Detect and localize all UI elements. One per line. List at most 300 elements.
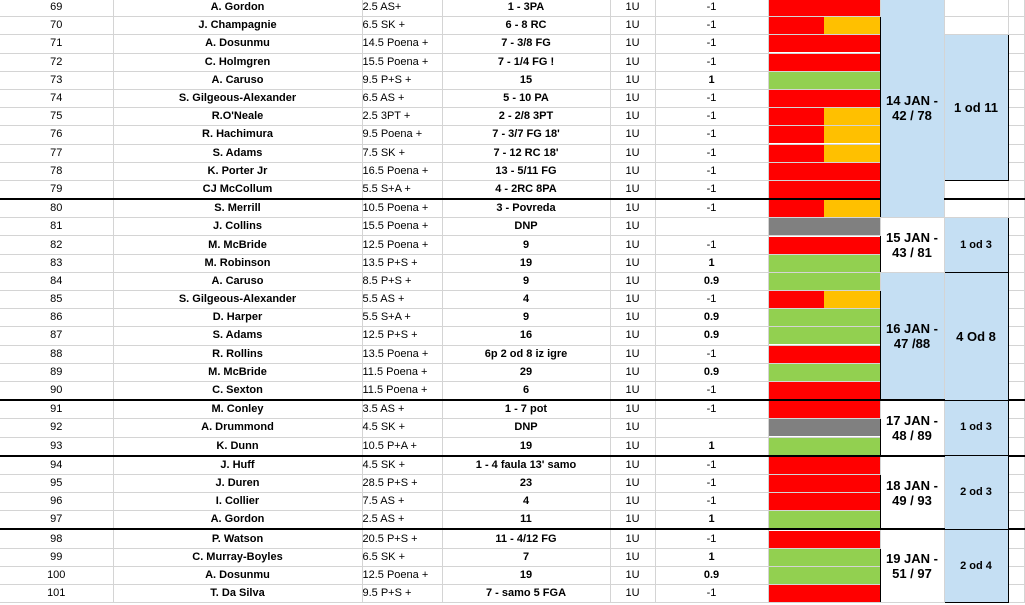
day-hit-rate-cell[interactable]: 1 od 3	[944, 218, 1008, 273]
profit-cell[interactable]: 0.9	[655, 327, 768, 345]
player-cell[interactable]: S. Gilgeous-Alexander	[113, 89, 362, 107]
bet-line-cell[interactable]: 2.5 3PT +	[362, 108, 442, 126]
row-index-cell[interactable]: 87	[0, 327, 113, 345]
unit-cell[interactable]: 1U	[610, 272, 655, 290]
result-cell[interactable]: 7 - 12 RC 18'	[442, 144, 610, 162]
profit-cell[interactable]: -1	[655, 493, 768, 511]
row-index-cell[interactable]: 77	[0, 144, 113, 162]
row-index-cell[interactable]: 82	[0, 236, 113, 254]
bet-line-cell[interactable]: 5.5 S+A +	[362, 309, 442, 327]
status-swatch-cell[interactable]	[768, 585, 880, 603]
status-swatch-cell[interactable]	[768, 0, 880, 17]
day-summary-cell[interactable]: 19 JAN - 51 / 97	[880, 529, 944, 602]
status-swatch-cell[interactable]	[768, 108, 880, 126]
player-cell[interactable]: J. Champagnie	[113, 17, 362, 35]
profit-cell[interactable]: -1	[655, 345, 768, 363]
result-cell[interactable]: 23	[442, 474, 610, 492]
empty-cell[interactable]	[1008, 511, 1024, 530]
player-cell[interactable]: S. Adams	[113, 144, 362, 162]
player-cell[interactable]: P. Watson	[113, 529, 362, 548]
profit-cell[interactable]: -1	[655, 108, 768, 126]
bet-line-cell[interactable]: 13.5 P+S +	[362, 254, 442, 272]
bet-line-cell[interactable]: 9.5 P+S +	[362, 71, 442, 89]
empty-cell[interactable]	[1008, 456, 1024, 475]
player-cell[interactable]: K. Porter Jr	[113, 162, 362, 180]
bet-line-cell[interactable]: 11.5 Poena +	[362, 363, 442, 381]
row-index-cell[interactable]: 98	[0, 529, 113, 548]
result-cell[interactable]: 7 - 1/4 FG !	[442, 53, 610, 71]
status-swatch-cell[interactable]	[768, 437, 880, 456]
result-cell[interactable]: 16	[442, 327, 610, 345]
bet-line-cell[interactable]: 9.5 Poena +	[362, 126, 442, 144]
unit-cell[interactable]: 1U	[610, 144, 655, 162]
status-swatch	[769, 255, 880, 272]
unit-cell[interactable]: 1U	[610, 0, 655, 17]
profit-cell[interactable]: -1	[655, 180, 768, 199]
row-index-cell[interactable]: 71	[0, 35, 113, 53]
bet-line-cell[interactable]: 5.5 AS +	[362, 291, 442, 309]
empty-cell[interactable]	[1008, 437, 1024, 456]
day-summary-cell[interactable]: 14 JAN - 42 / 78	[880, 0, 944, 218]
status-swatch-cell[interactable]	[768, 474, 880, 492]
empty-cell[interactable]	[1008, 327, 1024, 345]
bet-line-cell[interactable]: 10.5 P+A +	[362, 437, 442, 456]
bet-line-cell[interactable]: 12.5 Poena +	[362, 566, 442, 584]
player-cell[interactable]: A. Caruso	[113, 272, 362, 290]
result-cell[interactable]: 11	[442, 511, 610, 530]
profit-cell[interactable]: -1	[655, 456, 768, 475]
status-swatch-cell[interactable]	[768, 218, 880, 236]
result-cell[interactable]: 13 - 5/11 FG	[442, 162, 610, 180]
result-cell[interactable]: DNP	[442, 419, 610, 437]
row-index-cell[interactable]: 75	[0, 108, 113, 126]
bet-line-cell[interactable]: 2.5 AS+	[362, 0, 442, 17]
row-index-cell[interactable]: 88	[0, 345, 113, 363]
empty-cell[interactable]	[1008, 381, 1024, 400]
player-cell[interactable]: S. Adams	[113, 327, 362, 345]
unit-cell[interactable]: 1U	[610, 456, 655, 475]
player-cell[interactable]: C. Murray-Boyles	[113, 548, 362, 566]
empty-cell[interactable]	[1008, 89, 1024, 107]
profit-cell[interactable]	[655, 419, 768, 437]
empty-cell[interactable]	[944, 180, 1008, 199]
bet-line-cell[interactable]: 7.5 AS +	[362, 493, 442, 511]
empty-cell[interactable]	[944, 199, 1008, 218]
bet-line-cell[interactable]: 6.5 SK +	[362, 548, 442, 566]
player-cell[interactable]: M. Robinson	[113, 254, 362, 272]
player-cell[interactable]: R. Rollins	[113, 345, 362, 363]
profit-cell[interactable]: 1	[655, 71, 768, 89]
profit-cell[interactable]: 0.9	[655, 363, 768, 381]
row-index-cell[interactable]: 74	[0, 89, 113, 107]
empty-cell[interactable]	[1008, 309, 1024, 327]
status-swatch-cell[interactable]	[768, 162, 880, 180]
unit-cell[interactable]: 1U	[610, 437, 655, 456]
status-swatch-cell[interactable]	[768, 236, 880, 254]
row-index-cell[interactable]: 95	[0, 474, 113, 492]
unit-cell[interactable]: 1U	[610, 419, 655, 437]
status-swatch-cell[interactable]	[768, 17, 880, 35]
empty-cell[interactable]	[1008, 548, 1024, 566]
result-cell[interactable]: 9	[442, 309, 610, 327]
player-cell[interactable]: J. Duren	[113, 474, 362, 492]
status-fill	[769, 585, 880, 602]
player-cell[interactable]: A. Gordon	[113, 0, 362, 17]
player-cell[interactable]: S. Merrill	[113, 199, 362, 218]
result-cell[interactable]: 19	[442, 437, 610, 456]
day-summary-cell[interactable]: 15 JAN - 43 / 81	[880, 218, 944, 273]
row-index-cell[interactable]: 91	[0, 400, 113, 419]
status-fill	[769, 126, 825, 143]
player-cell[interactable]: T. Da Silva	[113, 585, 362, 603]
bet-line-cell[interactable]: 4.5 SK +	[362, 456, 442, 475]
status-swatch-cell[interactable]	[768, 456, 880, 475]
day-hit-rate-cell[interactable]: 1 od 3	[944, 400, 1008, 456]
status-fill	[769, 309, 880, 326]
unit-cell[interactable]: 1U	[610, 291, 655, 309]
day-hit-rate-cell[interactable]: 4 Od 8	[944, 272, 1008, 400]
result-cell[interactable]: 4 - 2RC 8PA	[442, 180, 610, 199]
row-index-cell[interactable]: 96	[0, 493, 113, 511]
unit-cell[interactable]: 1U	[610, 400, 655, 419]
player-cell[interactable]: A. Gordon	[113, 511, 362, 530]
result-cell[interactable]: 6 - 8 RC	[442, 17, 610, 35]
status-swatch-cell[interactable]	[768, 363, 880, 381]
status-fill	[769, 531, 880, 548]
status-swatch-cell[interactable]	[768, 144, 880, 162]
empty-cell[interactable]	[1008, 254, 1024, 272]
player-cell[interactable]: J. Huff	[113, 456, 362, 475]
table-row	[0, 254, 1024, 272]
profit-cell[interactable]: 0.9	[655, 566, 768, 584]
player-cell[interactable]: M. Conley	[113, 400, 362, 419]
result-cell[interactable]: 19	[442, 566, 610, 584]
unit-cell[interactable]: 1U	[610, 585, 655, 603]
status-swatch-cell[interactable]	[768, 53, 880, 71]
unit-cell[interactable]: 1U	[610, 548, 655, 566]
player-cell[interactable]: CJ McCollum	[113, 180, 362, 199]
empty-cell[interactable]	[1008, 180, 1024, 199]
table-row	[0, 218, 1024, 236]
day-summary-cell[interactable]: 17 JAN - 48 / 89	[880, 400, 944, 456]
status-swatch-cell[interactable]	[768, 345, 880, 363]
status-swatch-cell[interactable]	[768, 548, 880, 566]
day-hit-rate-cell[interactable]: 1 od 11	[944, 35, 1008, 181]
empty-cell[interactable]	[1008, 35, 1024, 53]
unit-cell[interactable]: 1U	[610, 529, 655, 548]
status-swatch-cell[interactable]	[768, 35, 880, 53]
result-cell[interactable]: 7 - samo 5 FGA	[442, 585, 610, 603]
unit-cell[interactable]: 1U	[610, 493, 655, 511]
status-swatch-cell[interactable]	[768, 254, 880, 272]
profit-cell[interactable]: -1	[655, 585, 768, 603]
empty-cell[interactable]	[1008, 108, 1024, 126]
profit-cell[interactable]: -1	[655, 236, 768, 254]
bet-line-cell[interactable]: 11.5 Poena +	[362, 381, 442, 400]
profit-cell[interactable]: 1	[655, 437, 768, 456]
empty-cell[interactable]	[1008, 218, 1024, 236]
row-index-cell[interactable]: 90	[0, 381, 113, 400]
empty-cell[interactable]	[1008, 291, 1024, 309]
status-swatch-cell[interactable]	[768, 291, 880, 309]
result-cell[interactable]: 11 - 4/12 FG	[442, 529, 610, 548]
unit-cell[interactable]: 1U	[610, 126, 655, 144]
empty-cell[interactable]	[1008, 493, 1024, 511]
profit-cell[interactable]: -1	[655, 199, 768, 218]
day-summary-cell[interactable]: 18 JAN - 49 / 93	[880, 456, 944, 530]
unit-cell[interactable]: 1U	[610, 511, 655, 530]
table-row	[0, 529, 1024, 548]
bet-line-cell[interactable]: 4.5 SK +	[362, 419, 442, 437]
unit-cell[interactable]: 1U	[610, 108, 655, 126]
row-index-cell[interactable]: 78	[0, 162, 113, 180]
empty-cell[interactable]	[1008, 17, 1024, 35]
profit-cell[interactable]: 1	[655, 511, 768, 530]
status-swatch-cell[interactable]	[768, 511, 880, 530]
player-cell[interactable]: A. Dosunmu	[113, 35, 362, 53]
profit-cell[interactable]: -1	[655, 400, 768, 419]
profit-cell[interactable]: 0.9	[655, 272, 768, 290]
result-cell[interactable]: 7 - 3/7 FG 18'	[442, 126, 610, 144]
empty-cell[interactable]	[1008, 566, 1024, 584]
unit-cell[interactable]: 1U	[610, 566, 655, 584]
unit-cell[interactable]: 1U	[610, 53, 655, 71]
status-swatch-cell[interactable]	[768, 272, 880, 290]
unit-cell[interactable]: 1U	[610, 17, 655, 35]
status-swatch	[769, 382, 880, 399]
unit-cell[interactable]: 1U	[610, 345, 655, 363]
status-swatch-cell[interactable]	[768, 126, 880, 144]
player-cell[interactable]: K. Dunn	[113, 437, 362, 456]
row-index-cell[interactable]: 69	[0, 0, 113, 17]
unit-cell[interactable]: 1U	[610, 218, 655, 236]
result-cell[interactable]: 3 - Povreda	[442, 199, 610, 218]
row-index-cell[interactable]: 79	[0, 180, 113, 199]
status-fill	[769, 327, 880, 344]
row-index-cell[interactable]: 85	[0, 291, 113, 309]
table-row	[0, 511, 1024, 530]
empty-cell[interactable]	[1008, 474, 1024, 492]
profit-cell[interactable]: 0.9	[655, 309, 768, 327]
row-index-cell[interactable]: 73	[0, 71, 113, 89]
row-index-cell[interactable]: 89	[0, 363, 113, 381]
unit-cell[interactable]: 1U	[610, 236, 655, 254]
result-cell[interactable]: 4	[442, 291, 610, 309]
empty-cell[interactable]	[1008, 363, 1024, 381]
result-cell[interactable]: 9	[442, 236, 610, 254]
row-index-cell[interactable]: 99	[0, 548, 113, 566]
day-hit-rate-cell[interactable]: 2 od 4	[944, 529, 1008, 602]
profit-cell[interactable]: -1	[655, 529, 768, 548]
empty-cell[interactable]	[1008, 71, 1024, 89]
profit-cell[interactable]: -1	[655, 89, 768, 107]
bet-line-cell[interactable]: 28.5 P+S +	[362, 474, 442, 492]
bet-line-cell[interactable]: 7.5 SK +	[362, 144, 442, 162]
empty-cell[interactable]	[1008, 0, 1024, 17]
bet-line-cell[interactable]: 14.5 Poena +	[362, 35, 442, 53]
row-index-cell[interactable]: 101	[0, 585, 113, 603]
bet-line-cell[interactable]: 12.5 P+S +	[362, 327, 442, 345]
table-row	[0, 272, 1024, 290]
result-cell[interactable]: 6p 2 od 8 iz igre	[442, 345, 610, 363]
row-index-cell[interactable]: 92	[0, 419, 113, 437]
profit-cell[interactable]: -1	[655, 291, 768, 309]
bet-line-cell[interactable]: 6.5 SK +	[362, 17, 442, 35]
result-cell[interactable]: 2 - 2/8 3PT	[442, 108, 610, 126]
empty-cell[interactable]	[1008, 272, 1024, 290]
row-index-cell[interactable]: 72	[0, 53, 113, 71]
player-cell[interactable]: R. Hachimura	[113, 126, 362, 144]
player-cell[interactable]: A. Caruso	[113, 71, 362, 89]
empty-cell[interactable]	[1008, 53, 1024, 71]
row-index-cell[interactable]: 76	[0, 126, 113, 144]
status-swatch-cell[interactable]	[768, 71, 880, 89]
empty-cell[interactable]	[1008, 162, 1024, 180]
row-index-cell[interactable]: 84	[0, 272, 113, 290]
player-cell[interactable]: R.O'Neale	[113, 108, 362, 126]
unit-cell[interactable]: 1U	[610, 71, 655, 89]
status-swatch	[769, 309, 880, 326]
player-cell[interactable]: S. Gilgeous-Alexander	[113, 291, 362, 309]
bet-line-cell[interactable]: 13.5 Poena +	[362, 345, 442, 363]
player-cell[interactable]: I. Collier	[113, 493, 362, 511]
bet-line-cell[interactable]: 2.5 AS +	[362, 511, 442, 530]
player-cell[interactable]: C. Holmgren	[113, 53, 362, 71]
result-cell[interactable]: 1 - 7 pot	[442, 400, 610, 419]
status-swatch-cell[interactable]	[768, 529, 880, 548]
player-cell[interactable]: J. Collins	[113, 218, 362, 236]
unit-cell[interactable]: 1U	[610, 309, 655, 327]
result-cell[interactable]: 19	[442, 254, 610, 272]
status-swatch-cell[interactable]	[768, 309, 880, 327]
table-row	[0, 474, 1024, 492]
unit-cell[interactable]: 1U	[610, 199, 655, 218]
profit-cell[interactable]: -1	[655, 17, 768, 35]
unit-cell[interactable]: 1U	[610, 474, 655, 492]
player-cell[interactable]: C. Sexton	[113, 381, 362, 400]
status-swatch-cell[interactable]	[768, 180, 880, 199]
empty-cell[interactable]	[1008, 126, 1024, 144]
profit-cell[interactable]: 1	[655, 254, 768, 272]
unit-cell[interactable]: 1U	[610, 162, 655, 180]
status-swatch-cell[interactable]	[768, 566, 880, 584]
result-cell[interactable]: DNP	[442, 218, 610, 236]
status-swatch-cell[interactable]	[768, 199, 880, 218]
profit-cell[interactable]: -1	[655, 126, 768, 144]
table-row	[0, 419, 1024, 437]
profit-cell[interactable]: -1	[655, 35, 768, 53]
result-cell[interactable]: 1 - 3PA	[442, 0, 610, 17]
empty-cell[interactable]	[944, 17, 1008, 35]
profit-cell[interactable]: -1	[655, 144, 768, 162]
status-swatch	[769, 54, 880, 71]
unit-cell[interactable]: 1U	[610, 180, 655, 199]
player-cell[interactable]: M. McBride	[113, 236, 362, 254]
unit-cell[interactable]: 1U	[610, 363, 655, 381]
status-swatch-cell[interactable]	[768, 327, 880, 345]
result-cell[interactable]: 29	[442, 363, 610, 381]
bet-line-cell[interactable]: 15.5 Poena +	[362, 53, 442, 71]
player-cell[interactable]: A. Drummond	[113, 419, 362, 437]
row-index-cell[interactable]: 80	[0, 199, 113, 218]
status-swatch-cell[interactable]	[768, 89, 880, 107]
empty-cell[interactable]	[1008, 236, 1024, 254]
bet-line-cell[interactable]: 12.5 Poena +	[362, 236, 442, 254]
row-index-cell[interactable]: 93	[0, 437, 113, 456]
result-cell[interactable]: 1 - 4 faula 13' samo	[442, 456, 610, 475]
row-index-cell[interactable]: 97	[0, 511, 113, 530]
unit-cell[interactable]: 1U	[610, 254, 655, 272]
profit-cell[interactable]: -1	[655, 53, 768, 71]
day-hit-rate-cell[interactable]: 2 od 3	[944, 456, 1008, 530]
result-cell[interactable]: 7	[442, 548, 610, 566]
row-index-cell[interactable]: 83	[0, 254, 113, 272]
status-swatch-cell[interactable]	[768, 400, 880, 419]
result-cell[interactable]: 15	[442, 71, 610, 89]
result-cell[interactable]: 5 - 10 PA	[442, 89, 610, 107]
status-fill	[769, 17, 825, 34]
bet-line-cell[interactable]: 5.5 S+A +	[362, 180, 442, 199]
row-index-cell[interactable]: 81	[0, 218, 113, 236]
bet-line-cell[interactable]: 10.5 Poena +	[362, 199, 442, 218]
row-index-cell[interactable]: 70	[0, 17, 113, 35]
player-cell[interactable]: A. Dosunmu	[113, 566, 362, 584]
empty-cell[interactable]	[1008, 419, 1024, 437]
result-cell[interactable]: 6	[442, 381, 610, 400]
bet-line-cell[interactable]: 16.5 Poena +	[362, 162, 442, 180]
unit-cell[interactable]: 1U	[610, 327, 655, 345]
profit-cell[interactable]: 1	[655, 548, 768, 566]
result-cell[interactable]: 7 - 3/8 FG	[442, 35, 610, 53]
empty-cell[interactable]	[1008, 585, 1024, 603]
profit-cell[interactable]: -1	[655, 0, 768, 17]
result-cell[interactable]: 4	[442, 493, 610, 511]
status-swatch	[769, 72, 880, 89]
profit-cell[interactable]: -1	[655, 474, 768, 492]
profit-cell[interactable]	[655, 218, 768, 236]
bet-line-cell[interactable]: 20.5 P+S +	[362, 529, 442, 548]
row-index-cell[interactable]: 86	[0, 309, 113, 327]
unit-cell[interactable]: 1U	[610, 381, 655, 400]
bet-line-cell[interactable]: 15.5 Poena +	[362, 218, 442, 236]
empty-cell[interactable]	[1008, 400, 1024, 419]
status-fill	[769, 475, 880, 492]
empty-cell[interactable]	[944, 0, 1008, 17]
player-cell[interactable]: M. McBride	[113, 363, 362, 381]
unit-cell[interactable]: 1U	[610, 89, 655, 107]
empty-cell[interactable]	[1008, 199, 1024, 218]
bet-line-cell[interactable]: 6.5 AS +	[362, 89, 442, 107]
row-index-cell[interactable]: 94	[0, 456, 113, 475]
status-fill-secondary	[824, 108, 880, 125]
player-cell[interactable]: D. Harper	[113, 309, 362, 327]
status-swatch-cell[interactable]	[768, 381, 880, 400]
bet-line-cell[interactable]: 3.5 AS +	[362, 400, 442, 419]
result-cell[interactable]: 9	[442, 272, 610, 290]
status-swatch-cell[interactable]	[768, 493, 880, 511]
profit-cell[interactable]: -1	[655, 381, 768, 400]
row-index-cell[interactable]: 100	[0, 566, 113, 584]
empty-cell[interactable]	[1008, 345, 1024, 363]
bet-line-cell[interactable]: 9.5 P+S +	[362, 585, 442, 603]
profit-cell[interactable]: -1	[655, 162, 768, 180]
empty-cell[interactable]	[1008, 529, 1024, 548]
unit-cell[interactable]: 1U	[610, 35, 655, 53]
day-summary-cell[interactable]: 16 JAN - 47 /88	[880, 272, 944, 400]
bet-line-cell[interactable]: 8.5 P+S +	[362, 272, 442, 290]
empty-cell[interactable]	[1008, 144, 1024, 162]
status-swatch-cell[interactable]	[768, 419, 880, 437]
